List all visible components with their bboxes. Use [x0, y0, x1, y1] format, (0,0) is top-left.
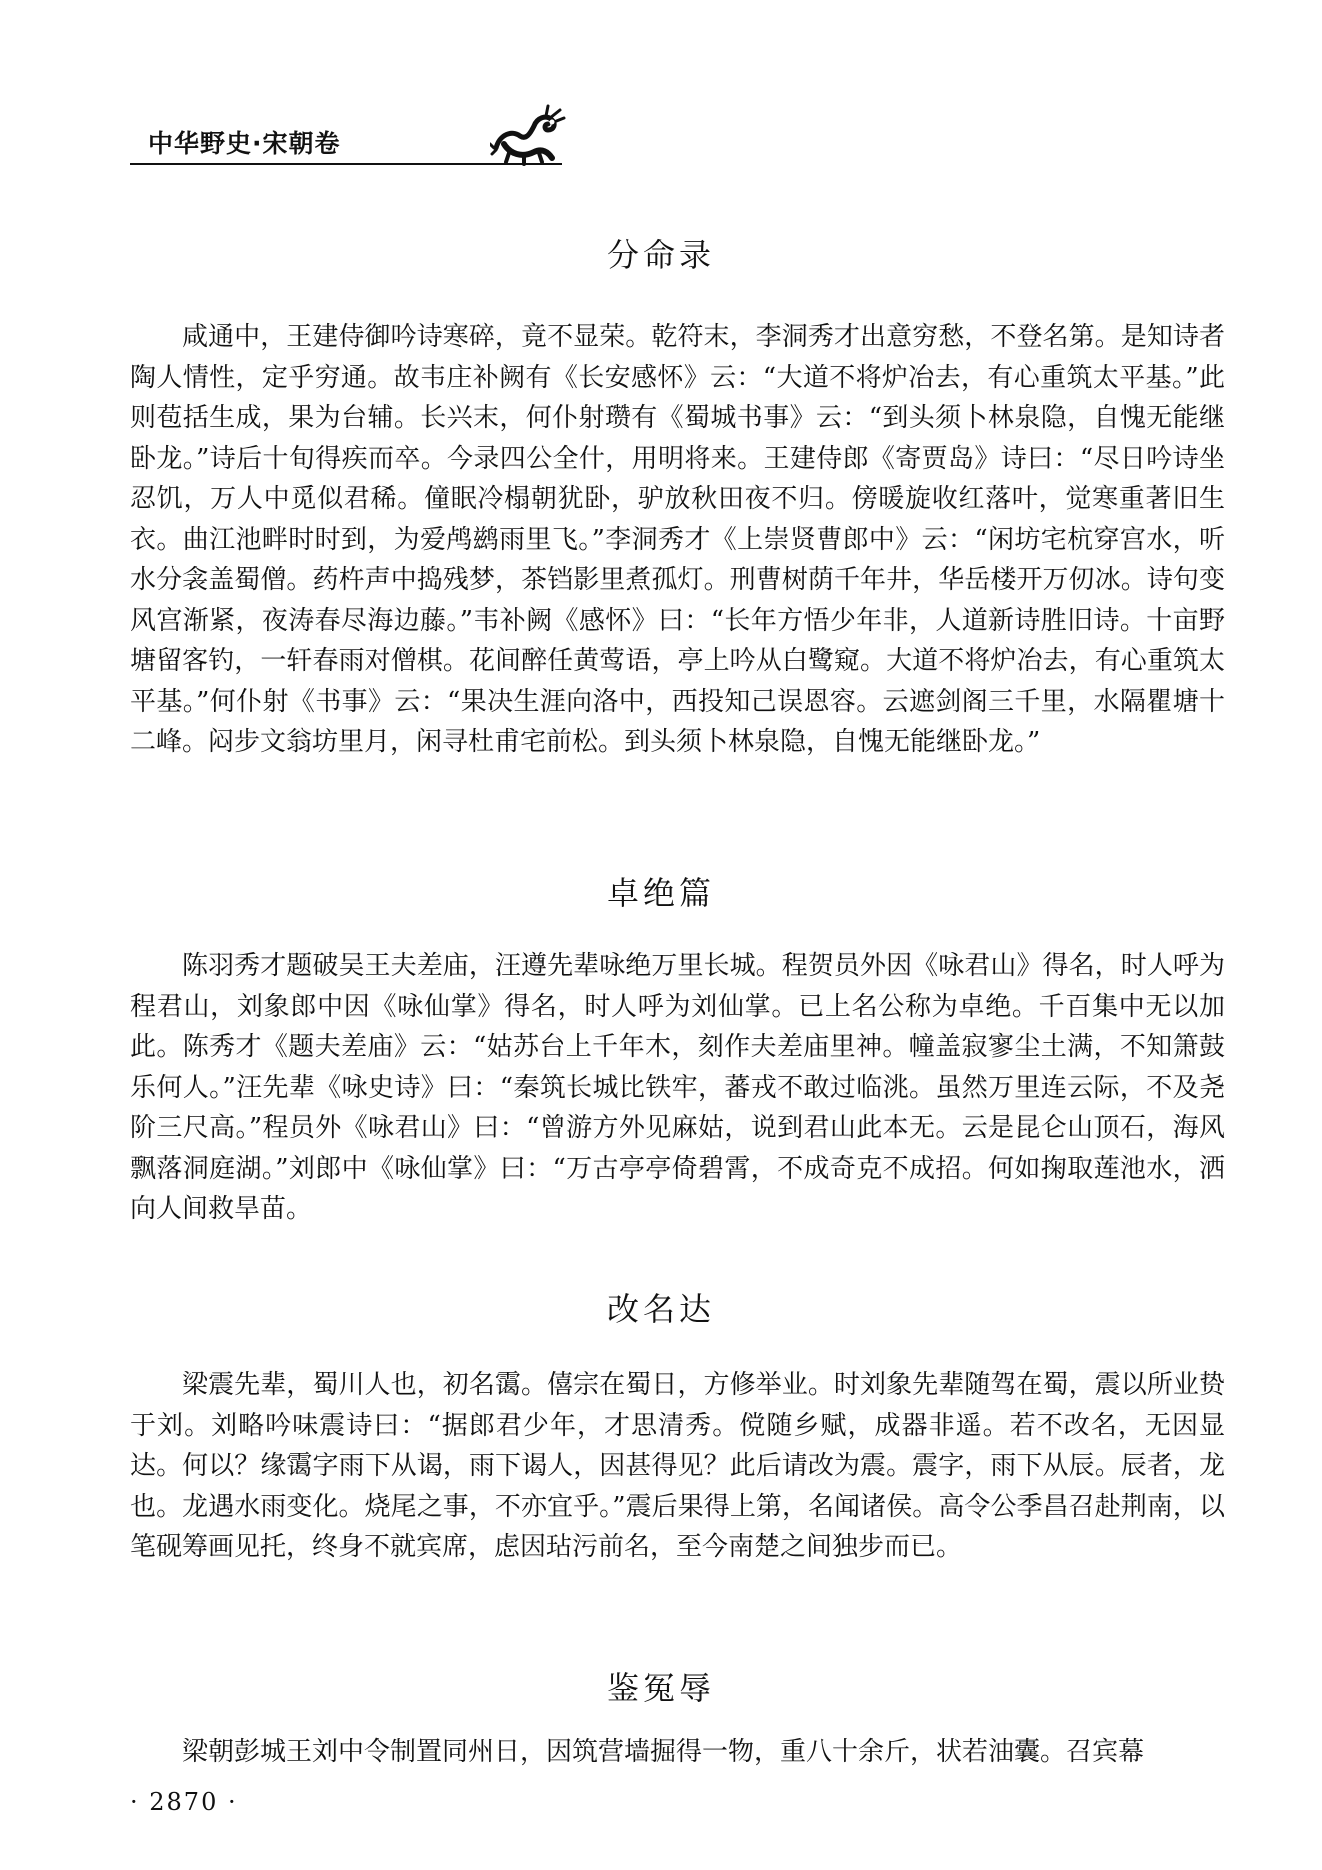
header-rule: [130, 163, 562, 165]
page-number: · 2870 ·: [130, 1788, 238, 1816]
book-title: 中华野史·宋朝卷: [148, 129, 341, 158]
section-paragraph: 梁震先辈，蜀川人也，初名霭。僖宗在蜀日，方修举业。时刘象先辈随驾在蜀，震以所业贽于刘。刘略吟味震诗曰：“据郎君少年，才思清秀。傥随乡赋，成器非遥。若不改名，无因显达。何以？缘霭字雨下从谒，雨下谒人，因甚得见？此后请改为震。震字，雨下从辰。辰者，龙也。龙遇水雨变化。烧尾之事，不亦宜乎。”震后果得上第，名闻诸侯。高令公季昌召赴荆南，以笔砚筹画见托，终身不就宾席，虑因玷污前名，至今南楚之间独步而已。: [130, 1370, 1225, 1562]
running-header: [118, 86, 563, 158]
section-paragraph: 陈羽秀才题破吴王夫差庙，汪遵先辈咏绝万里长城。程贺员外因《咏君山》得名，时人呼为程君山，刘象郎中因《咏仙掌》得名，时人呼为刘仙掌。已上名公称为卓绝。千百集中无以加此。陈秀才《题夫差庙》云：“姑苏台上千年木，刻作夫差庙里神。幢盖寂寥尘土满，不知箫鼓乐何人。”汪先辈《咏史诗》曰：“秦筑长城比铁牢，蕃戎不敢过临洮。虽然万里连云际，不及尧阶三尺高。”程员外《咏君山》曰：“曾游方外见麻姑，说到君山此本无。云是昆仑山顶石，海风飘落洞庭湖。”刘郎中《咏仙掌》曰：“万古亭亭倚碧霄，不成奇克不成招。何如掬取莲池水，洒向人间救旱苗。: [130, 951, 1225, 1224]
section-title-zhuojuepian: 卓绝篇: [606, 874, 715, 912]
dragon-emblem-icon: [490, 104, 566, 166]
section-paragraph: 咸通中，王建侍御吟诗寒碎，竟不显荣。乾符末，李洞秀才出意穷愁，不登名第。是知诗者陶人情性，定乎穷通。故韦庄补阙有《长安感怀》云：“大道不将炉冶去，有心重筑太平基。”此则苞括生成，果为台辅。长兴末，何仆射瓒有《蜀城书事》云：“到头须卜林泉隐，自愧无能继卧龙。”诗后十旬得疾而卒。今录四公全什，用明将来。王建侍郎《寄贾岛》诗曰：“尽日吟诗坐忍饥，万人中觅似君稀。僮眠冷榻朝犹卧，驴放秋田夜不归。傍暖旋收红落叶，觉寒重著旧生衣。曲江池畔时时到，为爱鸬鹚雨里飞。”李洞秀才《上崇贤曹郎中》云：“闲坊宅杭穿宫水，听水分衾盖蜀僧。药杵声中捣残梦，茶铛影里煮孤灯。刑曹树荫千年井，华岳楼开万仞冰。诗句变风宫渐紧，夜涛春尽海边藤。”韦补阙《感怀》曰：“长年方悟少年非，人道新诗胜旧诗。十亩野塘留客钓，一轩春雨对僧棋。花间醉任黄莺语，亭上吟从白鹭窥。大道不将炉冶去，有心重筑太平基。”何仆射《书事》云：“果决生涯向洛中，西投知己误恩容。云遮剑阁三千里，水隔瞿塘十二峰。闷步文翁坊里月，闲寻杜甫宅前松。到头须卜林泉隐，自愧无能继卧龙。”: [130, 322, 1225, 757]
section-title-gaimingda: 改名达: [606, 1290, 715, 1328]
section-title-fenminglu: 分命录: [606, 236, 715, 274]
section-title-jianyuanru: 鉴冤辱: [606, 1669, 715, 1707]
section-paragraph: 梁朝彭城王刘中令制置同州日，因筑营墙掘得一物，重八十余斤，状若油囊。召宾幕: [182, 1737, 1145, 1767]
